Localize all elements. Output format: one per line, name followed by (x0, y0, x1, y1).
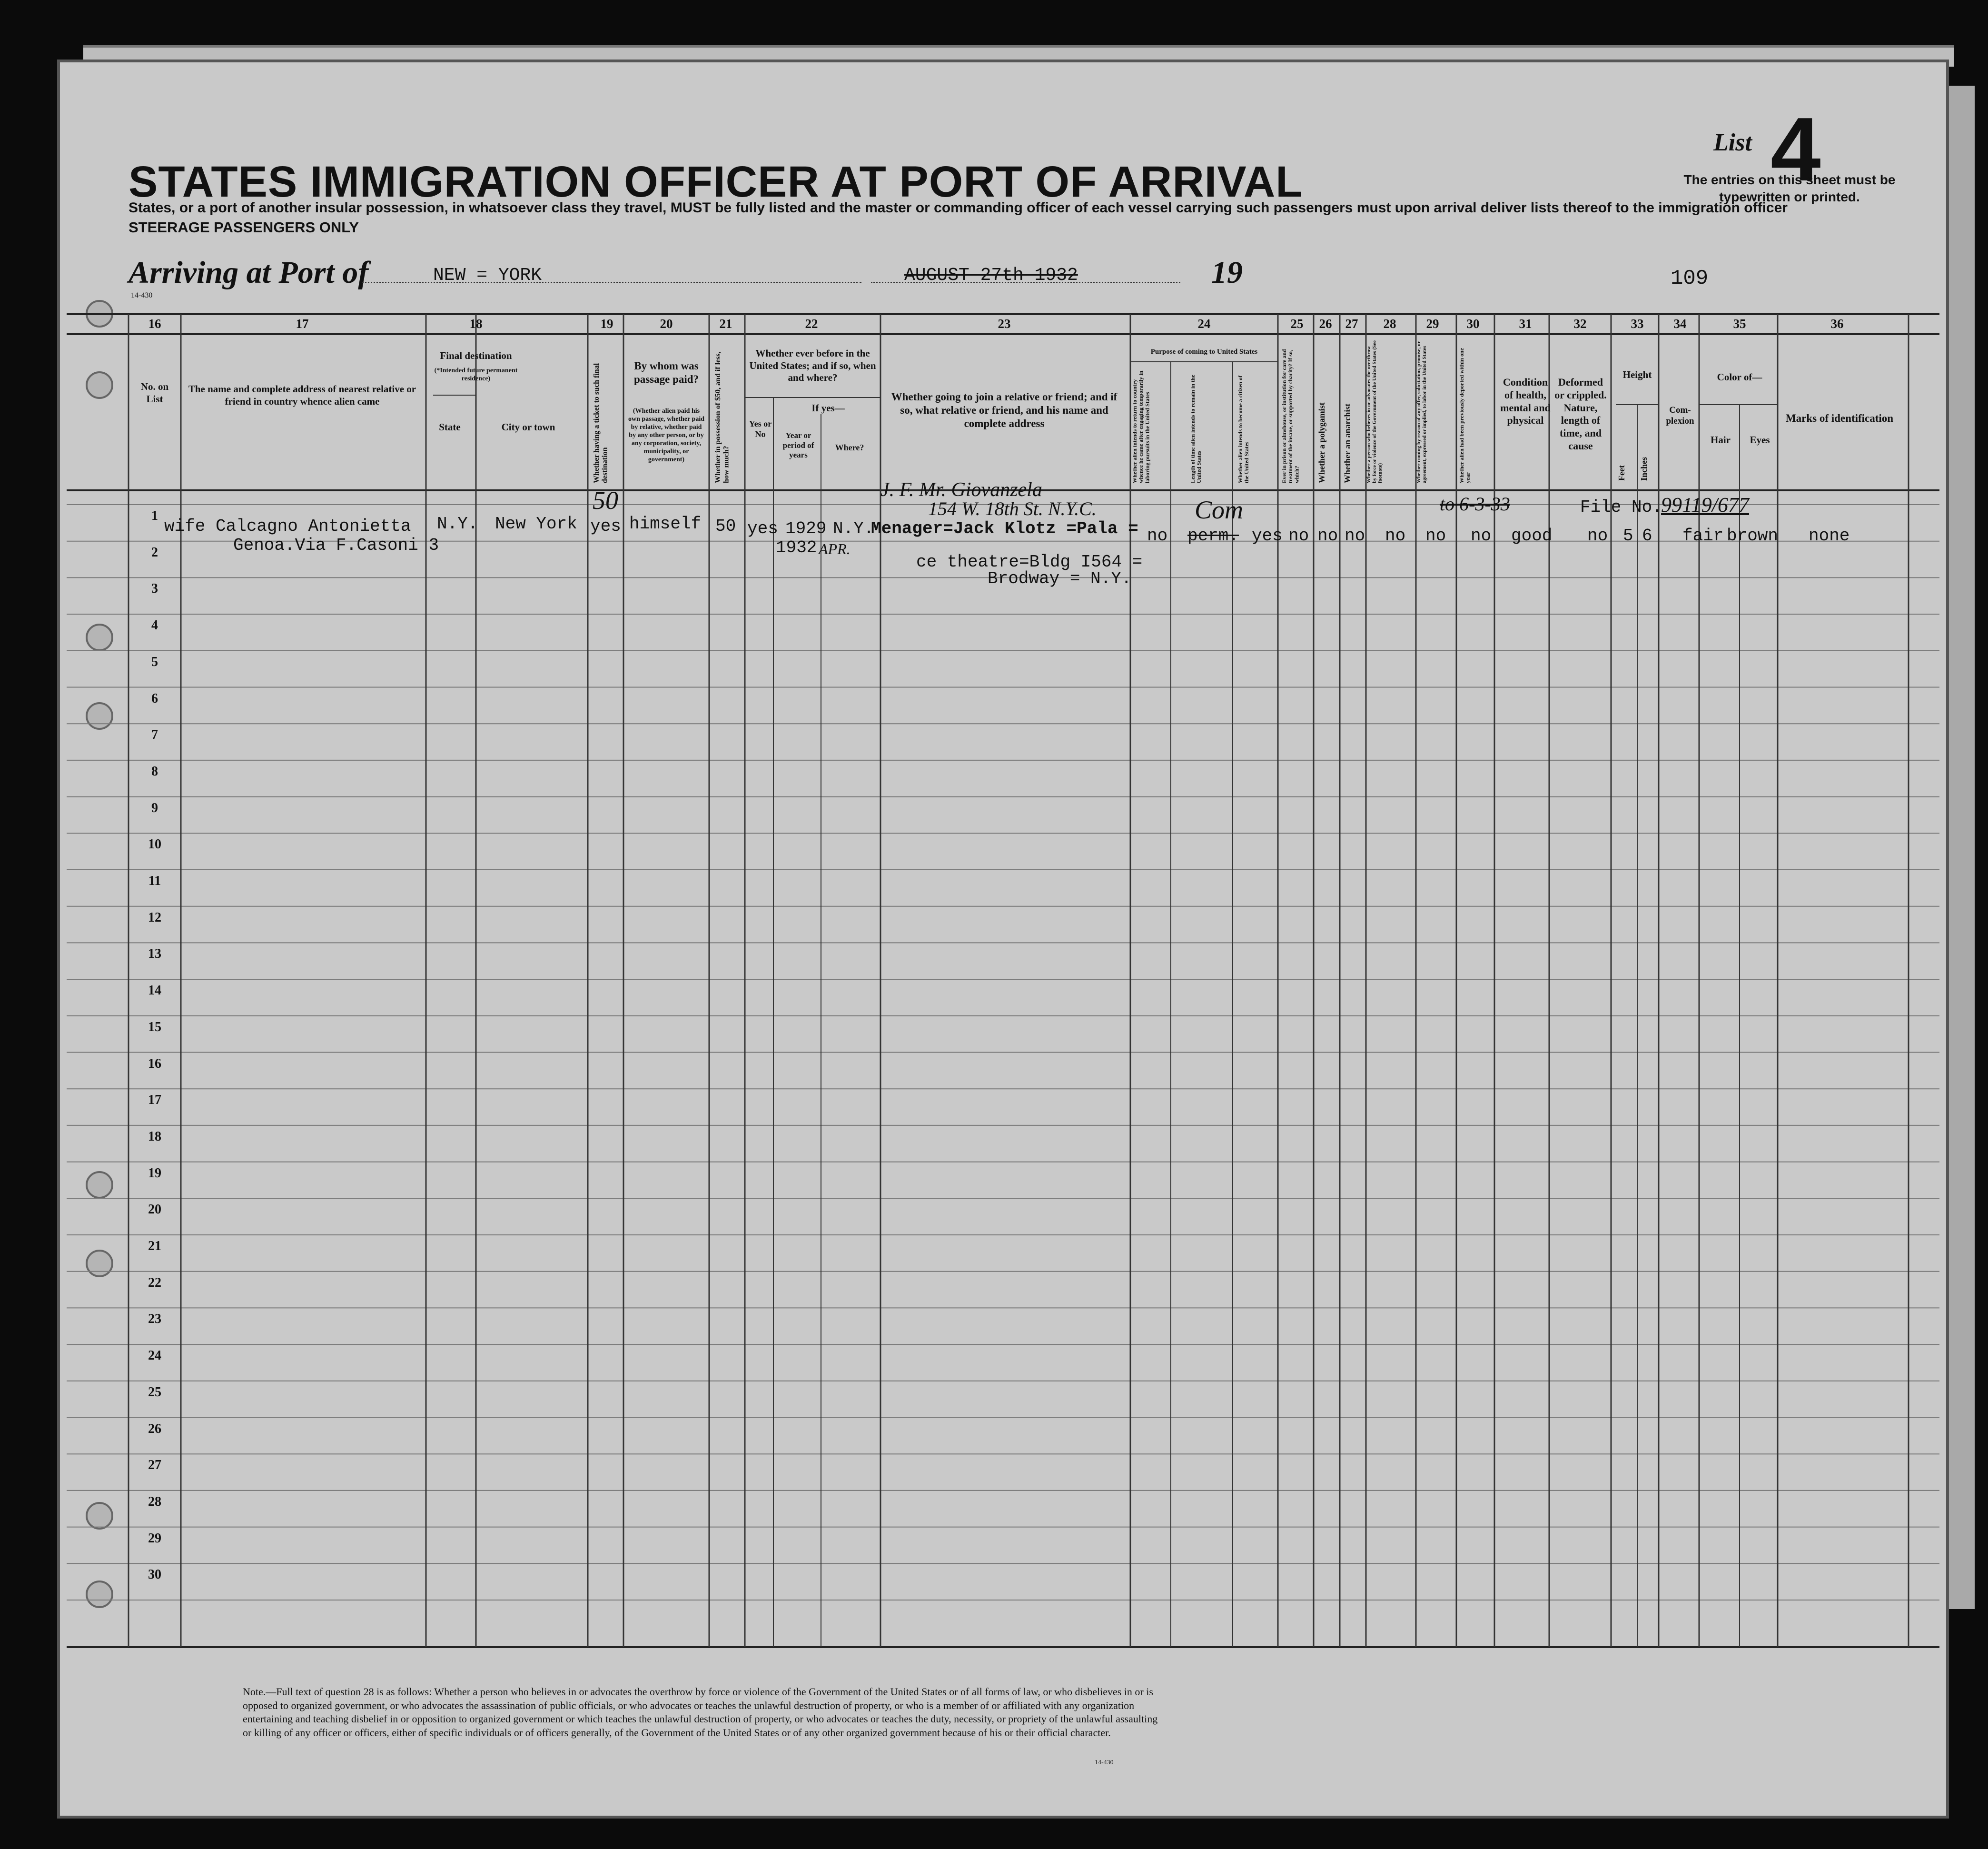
entry-join-line3: Brodway = N.Y. (988, 569, 1132, 588)
date-value: AUGUST 27th 1932 (904, 265, 1078, 286)
entry-before-years2: 1932 (776, 538, 817, 557)
header-final-destination-sub: (*Intended future permanent residence) (434, 367, 518, 383)
list-label: List (1713, 129, 1752, 156)
row-number: 14 (148, 983, 161, 998)
header-money: Whether in possession of $50, and if less, how much? (714, 351, 731, 483)
header-polygamist: Whether a polygamist (1317, 402, 1326, 483)
entry-paid-by: himself (629, 514, 702, 534)
entry-city: New York (495, 514, 577, 534)
header-color-of: Color of— (1717, 371, 1762, 383)
entry-citizen: yes (1252, 526, 1283, 546)
col-num-27: 27 (1345, 317, 1358, 331)
entry-file-number: 99119/677 (1661, 493, 1749, 517)
header-state: State (439, 421, 461, 433)
col-num-34: 34 (1673, 317, 1687, 331)
entry-join-line1: Menager=Jack Klotz =Pala = (871, 519, 1138, 538)
entry-relative-line2: Genoa.Via F.Casoni 3 (233, 536, 439, 555)
col-num-36: 36 (1830, 317, 1844, 331)
header-ticket: Whether having a ticket to such final destination (593, 363, 609, 483)
header-before-where: Where? (835, 443, 864, 452)
entry-length-handwritten: Com (1195, 496, 1244, 524)
list-note: The entries on this sheet must be typewritten or printed. (1683, 172, 1896, 205)
col-num-18: 18 (469, 317, 483, 331)
entry-feet: 5 (1623, 526, 1633, 546)
entry-deformed: no (1587, 526, 1608, 546)
col-num-35: 35 (1733, 317, 1746, 331)
row-number: 27 (148, 1458, 161, 1473)
row-number: 29 (148, 1531, 161, 1546)
row-number: 6 (151, 691, 158, 706)
entry-file-prefix: to 6-3-33 (1440, 493, 1510, 515)
header-marks: Marks of identification (1785, 412, 1894, 424)
col-num-24: 24 (1197, 317, 1211, 331)
entry-relative-line1: wife Calcagno Antonietta (164, 517, 411, 536)
port-value: NEW = YORK (433, 265, 542, 286)
row-number: 20 (148, 1202, 161, 1217)
row-number: 9 (151, 800, 158, 815)
header-final-destination: Final destination (440, 350, 512, 361)
entry-ticket: yes (590, 517, 621, 536)
header-purpose-length: Length of time alien intends to remain in the United States (1189, 375, 1203, 483)
row-number: 15 (148, 1019, 161, 1034)
row-number: 5 (151, 654, 158, 669)
row-number: 7 (151, 727, 158, 743)
col-num-20: 20 (660, 317, 673, 331)
entry-join-handwritten2: 154 W. 18th St. N.Y.C. (928, 498, 1097, 519)
header-inches: Inches (1639, 457, 1649, 481)
col-num-31: 31 (1519, 317, 1532, 331)
row-number: 3 (151, 581, 158, 596)
col-num-23: 23 (998, 317, 1011, 331)
entry-before-note: APR. (819, 540, 851, 557)
entry-money: 50 (715, 517, 736, 536)
header-feet: Feet (1617, 465, 1626, 481)
col-num-16: 16 (148, 317, 161, 331)
entry-length: perm. (1187, 526, 1239, 546)
footnote-question-28: Note.—Full text of question 28 is as follows: Whether a person who believes in or advocates the overthrow by force or violence of the Government of the United States or of all forms of law, or who disbelieves in or is opposed to organized government, or who advocates the assassination of public officials, or who advocates or teaches the unlawful destruction of property, or who is a member of or affiliated with any organization entertaining and teaching disbelief in or opposition to organized government or which teaches the unlawful destruction of property, or who advocates or teaches the duty, necessity, or propriety of the unlawful assaulting or killing of any officer or officers, either of specific individuals or of officers generally, of the Government of the United States or of any other organized government because of his or their official character. (243, 1686, 1158, 1739)
row-number: 22 (148, 1275, 161, 1290)
entry-return: no (1147, 526, 1168, 546)
row-number: 2 (151, 545, 158, 560)
header-purpose-return: Whether alien intends to return to country whence he came after engaging temporarily in laboring pursuits in the United States (1131, 370, 1151, 483)
instructions-text: States, or a port of another insular possession, in whatsoever class they travel, MUST be fully listed and the master or commanding officer of each vessel carrying such passengers must upon arrival deliver lists thereof to the immigration officer (129, 200, 1788, 216)
row-number: 12 (148, 910, 161, 925)
entry-anarchist: no (1345, 526, 1365, 546)
row-number: 19 (148, 1165, 161, 1181)
entry-offer: no (1425, 526, 1446, 546)
header-offer: Whether coming by reason of any offer, solicitation, promise, or agreement, expressed or implied, to labor in the United States (1416, 341, 1428, 483)
header-join-relative: Whether going to join a relative or friend; and if so, what relative or friend, and his name and complete address (891, 391, 1118, 430)
col-num-33: 33 (1631, 317, 1644, 331)
header-anarchist: Whether an anarchist (1343, 403, 1352, 483)
header-passage-paid: By whom was passage paid? (633, 360, 699, 386)
col-num-17: 17 (296, 317, 309, 331)
row-number: 26 (148, 1421, 161, 1436)
entry-marks: none (1809, 526, 1850, 546)
entry-complexion: fair (1682, 526, 1724, 546)
header-hair: Hair (1711, 434, 1731, 446)
page-title: STATES IMMIGRATION OFFICER AT PORT OF ARRIVAL (129, 158, 1303, 206)
sheet-number: 109 (1671, 267, 1709, 290)
row-number: 13 (148, 946, 161, 962)
entry-before-yesno: yes (747, 519, 778, 538)
header-health: Condition of health, mental and physical (1500, 376, 1551, 427)
header-purpose: Purpose of coming to United States (1150, 348, 1258, 356)
header-if-yes: If yes— (811, 402, 845, 414)
entry-hair: brown (1727, 526, 1779, 546)
row-number: 10 (148, 837, 161, 852)
col-num-30: 30 (1466, 317, 1480, 331)
entry-overthrow: no (1385, 526, 1406, 546)
row-number: 30 (148, 1567, 161, 1582)
header-purpose-citizen: Whether alien intends to become a citizen of the United States (1237, 375, 1250, 483)
entry-ticket-note: 50 (593, 486, 618, 515)
entry-polygamist: no (1317, 526, 1338, 546)
row-number: 11 (148, 874, 161, 888)
form-code: 14-430 (131, 291, 153, 299)
header-complexion: Com-plexion (1666, 405, 1694, 427)
col-num-29: 29 (1426, 317, 1439, 331)
col-num-22: 22 (805, 317, 818, 331)
row-number: 28 (148, 1494, 161, 1509)
row-number: 24 (148, 1348, 161, 1363)
row-number: 17 (148, 1093, 161, 1108)
header-deformed: Deformed or crippled. Nature, length of time, and cause (1554, 376, 1607, 452)
header-height: Height (1622, 369, 1652, 380)
row-number: 4 (151, 618, 158, 633)
header-city: City or town (501, 421, 555, 433)
entry-state: N.Y. (437, 514, 478, 534)
row-number: 1 (151, 508, 158, 523)
header-before-years: Year or period of years (782, 431, 814, 460)
col-num-19: 19 (600, 317, 613, 331)
col-num-28: 28 (1383, 317, 1396, 331)
list-number: 4 (1770, 99, 1821, 200)
header-eyes: Eyes (1750, 434, 1770, 446)
header-overthrow: Whether a person who believes in or advocates the overthrow by force or violence of the Government of the United States (See footnote) (1366, 340, 1384, 483)
header-passage-paid-sub: (Whether alien paid his own passage, whether paid by relative, whether paid by any other person, or by any corporation, society, municipality, or government) (628, 408, 704, 464)
entry-prison: no (1288, 526, 1309, 546)
year-prefix: 19 (1211, 255, 1243, 290)
col-num-26: 26 (1319, 317, 1332, 331)
row-number: 23 (148, 1312, 161, 1327)
col-num-21: 21 (719, 317, 732, 331)
arriving-label: Arriving at Port of (129, 255, 369, 290)
row-number: 21 (148, 1239, 161, 1253)
col-num-32: 32 (1573, 317, 1587, 331)
footer-form-code: 14-430 (1095, 1759, 1114, 1766)
col-num-25: 25 (1290, 317, 1304, 331)
header-prison: Ever in prison or almshouse, or institution for care and treatment of the insane, or supported by charity? If so, which? (1281, 349, 1300, 483)
header-deported: Whether alien had been previously deported within one year (1458, 348, 1472, 483)
entry-file-label: File No. (1580, 497, 1662, 517)
header-relative-address: The name and complete address of nearest relative or friend in country whence alien came (188, 383, 416, 407)
entry-before-years1: 1929 (785, 519, 827, 538)
steerage-label: STEERAGE PASSENGERS ONLY (129, 219, 359, 236)
header-no-on-list: No. on List (140, 381, 169, 405)
row-number: 16 (148, 1056, 161, 1071)
row-number: 18 (148, 1129, 161, 1144)
row-number: 25 (148, 1384, 161, 1400)
entry-join-handwritten1: J. F. Mr. Giovanzela (880, 479, 1042, 501)
header-before-in-us: Whether ever before in the United States; and if so, when and where? (749, 348, 876, 384)
row-number: 8 (151, 764, 158, 779)
entry-join-line2: ce theatre=Bldg I564 = (916, 552, 1143, 572)
header-before-yesno: Yes or No (749, 419, 772, 439)
entry-deported: no (1471, 526, 1492, 546)
entry-health: good (1511, 526, 1553, 546)
entry-before-where: N.Y. (833, 519, 874, 538)
entry-inches: 6 (1642, 526, 1652, 546)
